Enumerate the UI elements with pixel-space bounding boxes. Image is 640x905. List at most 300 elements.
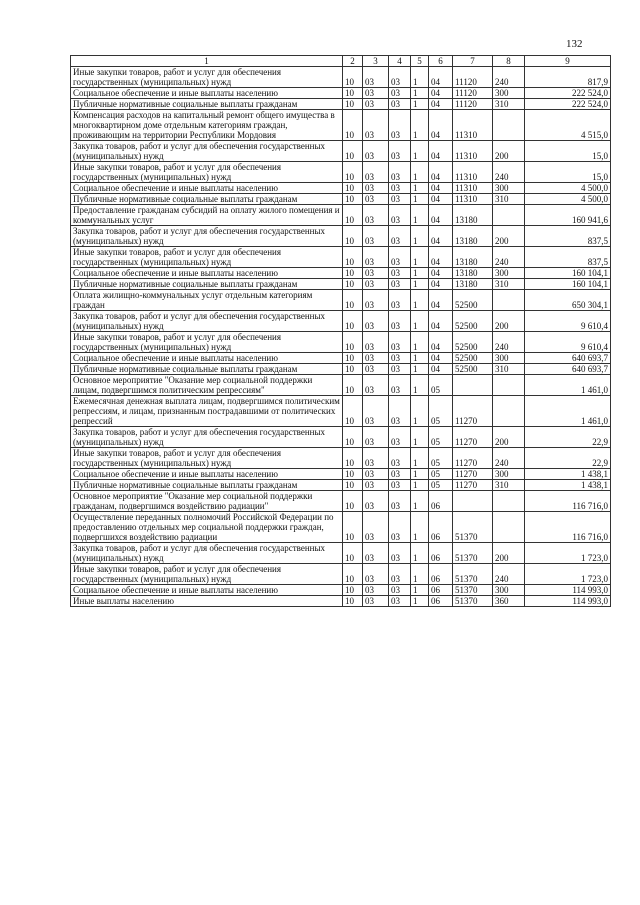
code-cell-c7: 13180: [453, 205, 493, 226]
table-row: [71, 469, 611, 480]
code-cell-c8: 240: [493, 247, 525, 268]
code-cell-c5: 1: [411, 585, 429, 596]
row-name-cell: Социальное обеспечение и иные выплаты населению: [71, 88, 343, 99]
code-cell-c8: 300: [493, 183, 525, 194]
code-cell-c2: 10: [343, 396, 363, 427]
code-cell-c7: 52500: [453, 364, 493, 375]
code-cell-c8: 240: [493, 162, 525, 183]
amount-cell: 9 610,4: [525, 311, 611, 332]
code-cell-c4: 03: [389, 375, 411, 396]
code-cell-c7: 11310: [453, 162, 493, 183]
code-cell-c4: 03: [389, 205, 411, 226]
code-cell-c6: 04: [429, 110, 453, 141]
row-name-cell: Социальное обеспечение и иные выплаты населению: [71, 183, 343, 194]
code-cell-c8: 200: [493, 427, 525, 448]
code-cell-c4: 03: [389, 99, 411, 110]
row-name-cell: Публичные нормативные социальные выплаты гражданам: [71, 364, 343, 375]
amount-cell: 640 693,7: [525, 364, 611, 375]
code-cell-c4: 03: [389, 311, 411, 332]
code-cell-c5: 1: [411, 512, 429, 543]
code-cell-c4: 03: [389, 268, 411, 279]
amount-cell: 160 941,6: [525, 205, 611, 226]
code-cell-c2: 10: [343, 469, 363, 480]
code-cell-c7: 51370: [453, 564, 493, 585]
table-row: [71, 396, 611, 427]
code-cell-c7: [453, 491, 493, 512]
amount-cell: 1 461,0: [525, 375, 611, 396]
table-row: [71, 279, 611, 290]
code-cell-c3: 03: [363, 205, 389, 226]
code-cell-c8: 240: [493, 564, 525, 585]
amount-cell: 222 524,0: [525, 88, 611, 99]
code-cell-c6: 06: [429, 491, 453, 512]
code-cell-c7: 11120: [453, 88, 493, 99]
table-row: [71, 564, 611, 585]
code-cell-c7: 52500: [453, 332, 493, 353]
row-name-cell: Иные выплаты населению: [71, 596, 343, 607]
header-cell: 7: [453, 56, 493, 67]
amount-cell: 1 461,0: [525, 396, 611, 427]
code-cell-c6: 04: [429, 268, 453, 279]
code-cell-c3: 03: [363, 596, 389, 607]
code-cell-c8: 300: [493, 469, 525, 480]
row-name-cell: Закупка товаров, работ и услуг для обеспечения государственных (муниципальных) нужд: [71, 311, 343, 332]
code-cell-c4: 03: [389, 512, 411, 543]
code-cell-c5: 1: [411, 247, 429, 268]
code-cell-c4: 03: [389, 141, 411, 162]
code-cell-c6: 05: [429, 396, 453, 427]
row-name-cell: Публичные нормативные социальные выплаты гражданам: [71, 480, 343, 491]
code-cell-c3: 03: [363, 332, 389, 353]
code-cell-c2: 10: [343, 247, 363, 268]
budget-table: [70, 55, 611, 607]
amount-cell: 116 716,0: [525, 512, 611, 543]
code-cell-c3: 03: [363, 194, 389, 205]
amount-cell: 837,5: [525, 226, 611, 247]
code-cell-c3: 03: [363, 268, 389, 279]
code-cell-c6: 06: [429, 543, 453, 564]
code-cell-c4: 03: [389, 427, 411, 448]
code-cell-c5: 1: [411, 268, 429, 279]
code-cell-c3: 03: [363, 364, 389, 375]
code-cell-c4: 03: [389, 596, 411, 607]
amount-cell: 4 515,0: [525, 110, 611, 141]
code-cell-c3: 03: [363, 226, 389, 247]
code-cell-c5: 1: [411, 564, 429, 585]
code-cell-c4: 03: [389, 247, 411, 268]
code-cell-c5: 1: [411, 88, 429, 99]
code-cell-c6: 05: [429, 375, 453, 396]
code-cell-c6: 04: [429, 353, 453, 364]
code-cell-c3: 03: [363, 375, 389, 396]
code-cell-c5: 1: [411, 353, 429, 364]
code-cell-c4: 03: [389, 226, 411, 247]
code-cell-c3: 03: [363, 491, 389, 512]
code-cell-c4: 03: [389, 585, 411, 596]
code-cell-c2: 10: [343, 162, 363, 183]
code-cell-c3: 03: [363, 290, 389, 311]
code-cell-c5: 1: [411, 110, 429, 141]
row-name-cell: Закупка товаров, работ и услуг для обеспечения государственных (муниципальных) нужд: [71, 141, 343, 162]
table-row: [71, 353, 611, 364]
row-name-cell: Иные закупки товаров, работ и услуг для обеспечения государственных (муниципальных) нужд: [71, 332, 343, 353]
code-cell-c5: 1: [411, 279, 429, 290]
code-cell-c7: 51370: [453, 543, 493, 564]
amount-cell: 4 500,0: [525, 194, 611, 205]
code-cell-c2: 10: [343, 512, 363, 543]
code-cell-c2: 10: [343, 205, 363, 226]
page-number: 132: [566, 38, 583, 50]
table-row: [71, 226, 611, 247]
table-row: [71, 543, 611, 564]
code-cell-c3: 03: [363, 247, 389, 268]
code-cell-c2: 10: [343, 375, 363, 396]
row-name-cell: Иные закупки товаров, работ и услуг для обеспечения государственных (муниципальных) нужд: [71, 67, 343, 88]
code-cell-c3: 03: [363, 396, 389, 427]
amount-cell: 837,5: [525, 247, 611, 268]
code-cell-c8: [493, 375, 525, 396]
amount-cell: 1 723,0: [525, 564, 611, 585]
code-cell-c4: 03: [389, 67, 411, 88]
row-name-cell: Осуществление переданных полномочий Российской Федерации по предоставлению отдельных мер социальной поддержки граждан, подвергшихся воздействию радиации: [71, 512, 343, 543]
code-cell-c2: 10: [343, 311, 363, 332]
code-cell-c8: 300: [493, 585, 525, 596]
code-cell-c4: 03: [389, 491, 411, 512]
table-row: [71, 194, 611, 205]
code-cell-c2: 10: [343, 290, 363, 311]
amount-cell: 640 693,7: [525, 353, 611, 364]
code-cell-c3: 03: [363, 480, 389, 491]
table-row: [71, 99, 611, 110]
table-row: [71, 427, 611, 448]
table-row: [71, 162, 611, 183]
code-cell-c3: 03: [363, 279, 389, 290]
amount-cell: 1 438,1: [525, 469, 611, 480]
code-cell-c2: 10: [343, 596, 363, 607]
amount-cell: 817,9: [525, 67, 611, 88]
code-cell-c3: 03: [363, 110, 389, 141]
code-cell-c8: 360: [493, 596, 525, 607]
code-cell-c5: 1: [411, 226, 429, 247]
code-cell-c6: 05: [429, 448, 453, 469]
code-cell-c3: 03: [363, 427, 389, 448]
row-name-cell: Закупка товаров, работ и услуг для обеспечения государственных (муниципальных) нужд: [71, 543, 343, 564]
code-cell-c6: 04: [429, 247, 453, 268]
code-cell-c6: 04: [429, 226, 453, 247]
code-cell-c2: 10: [343, 194, 363, 205]
code-cell-c8: [493, 491, 525, 512]
amount-cell: 116 716,0: [525, 491, 611, 512]
code-cell-c6: 04: [429, 67, 453, 88]
code-cell-c8: [493, 396, 525, 427]
header-cell: 8: [493, 56, 525, 67]
code-cell-c5: 1: [411, 543, 429, 564]
code-cell-c6: 04: [429, 311, 453, 332]
code-cell-c8: [493, 110, 525, 141]
code-cell-c7: 52500: [453, 290, 493, 311]
code-cell-c4: 03: [389, 162, 411, 183]
code-cell-c3: 03: [363, 448, 389, 469]
table-row: [71, 332, 611, 353]
code-cell-c8: 200: [493, 141, 525, 162]
code-cell-c6: 04: [429, 290, 453, 311]
row-name-cell: Закупка товаров, работ и услуг для обеспечения государственных (муниципальных) нужд: [71, 226, 343, 247]
row-name-cell: Социальное обеспечение и иные выплаты населению: [71, 268, 343, 279]
amount-cell: 4 500,0: [525, 183, 611, 194]
row-name-cell: Социальное обеспечение и иные выплаты населению: [71, 353, 343, 364]
code-cell-c4: 03: [389, 469, 411, 480]
code-cell-c5: 1: [411, 427, 429, 448]
code-cell-c7: 11310: [453, 194, 493, 205]
code-cell-c3: 03: [363, 543, 389, 564]
code-cell-c3: 03: [363, 141, 389, 162]
code-cell-c5: 1: [411, 596, 429, 607]
table-row: [71, 110, 611, 141]
code-cell-c5: 1: [411, 183, 429, 194]
code-cell-c7: 51370: [453, 585, 493, 596]
code-cell-c2: 10: [343, 585, 363, 596]
code-cell-c6: 04: [429, 141, 453, 162]
code-cell-c4: 03: [389, 480, 411, 491]
row-name-cell: Основное мероприятие "Оказание мер социальной поддержки гражданам, подвергшимся воздействию радиации": [71, 491, 343, 512]
code-cell-c4: 03: [389, 290, 411, 311]
code-cell-c8: 310: [493, 279, 525, 290]
amount-cell: 1 723,0: [525, 543, 611, 564]
header-row: [71, 56, 611, 67]
table-row: [71, 183, 611, 194]
code-cell-c8: 240: [493, 448, 525, 469]
code-cell-c2: 10: [343, 364, 363, 375]
table-row: [71, 247, 611, 268]
table-row: [71, 290, 611, 311]
code-cell-c8: [493, 512, 525, 543]
code-cell-c2: 10: [343, 332, 363, 353]
code-cell-c7: 52500: [453, 353, 493, 364]
code-cell-c7: 11270: [453, 469, 493, 480]
code-cell-c2: 10: [343, 268, 363, 279]
code-cell-c5: 1: [411, 205, 429, 226]
code-cell-c2: 10: [343, 67, 363, 88]
code-cell-c8: 300: [493, 268, 525, 279]
code-cell-c5: 1: [411, 480, 429, 491]
code-cell-c4: 03: [389, 396, 411, 427]
code-cell-c2: 10: [343, 543, 363, 564]
row-name-cell: Оплата жилищно-коммунальных услуг отдельным категориям граждан: [71, 290, 343, 311]
code-cell-c7: 11270: [453, 427, 493, 448]
row-name-cell: Публичные нормативные социальные выплаты гражданам: [71, 279, 343, 290]
code-cell-c8: 200: [493, 226, 525, 247]
code-cell-c2: 10: [343, 564, 363, 585]
row-name-cell: Публичные нормативные социальные выплаты гражданам: [71, 194, 343, 205]
code-cell-c3: 03: [363, 88, 389, 99]
code-cell-c7: 52500: [453, 311, 493, 332]
code-cell-c2: 10: [343, 353, 363, 364]
code-cell-c2: 10: [343, 141, 363, 162]
code-cell-c3: 03: [363, 67, 389, 88]
row-name-cell: Предоставление гражданам субсидий на оплату жилого помещения и коммунальных услуг: [71, 205, 343, 226]
code-cell-c2: 10: [343, 88, 363, 99]
code-cell-c3: 03: [363, 353, 389, 364]
code-cell-c5: 1: [411, 162, 429, 183]
code-cell-c8: 310: [493, 364, 525, 375]
code-cell-c6: 04: [429, 88, 453, 99]
code-cell-c3: 03: [363, 564, 389, 585]
code-cell-c2: 10: [343, 183, 363, 194]
code-cell-c5: 1: [411, 491, 429, 512]
code-cell-c7: [453, 375, 493, 396]
header-cell: 3: [363, 56, 389, 67]
code-cell-c4: 03: [389, 279, 411, 290]
header-cell: 1: [71, 56, 343, 67]
row-name-cell: Основное мероприятие "Оказание мер социальной поддержки лицам, подвергшимся политическим репрессиям": [71, 375, 343, 396]
code-cell-c6: 05: [429, 469, 453, 480]
code-cell-c4: 03: [389, 194, 411, 205]
amount-cell: 15,0: [525, 162, 611, 183]
table-row: [71, 88, 611, 99]
code-cell-c6: 06: [429, 585, 453, 596]
code-cell-c8: 200: [493, 543, 525, 564]
header-cell: 9: [525, 56, 611, 67]
code-cell-c2: 10: [343, 480, 363, 491]
code-cell-c3: 03: [363, 311, 389, 332]
code-cell-c7: 13180: [453, 247, 493, 268]
code-cell-c7: 11310: [453, 141, 493, 162]
row-name-cell: Ежемесячная денежная выплата лицам, подвергшимся политическим репрессиям, и лицам, признанным пострадавшими от политических репрессий: [71, 396, 343, 427]
code-cell-c7: 13180: [453, 268, 493, 279]
code-cell-c6: 04: [429, 183, 453, 194]
code-cell-c6: 04: [429, 99, 453, 110]
header-cell: 2: [343, 56, 363, 67]
table-row: [71, 480, 611, 491]
code-cell-c6: 04: [429, 205, 453, 226]
code-cell-c7: 11310: [453, 183, 493, 194]
table-row: [71, 268, 611, 279]
code-cell-c7: 51370: [453, 512, 493, 543]
code-cell-c4: 03: [389, 543, 411, 564]
code-cell-c8: 300: [493, 353, 525, 364]
code-cell-c3: 03: [363, 585, 389, 596]
amount-cell: 222 524,0: [525, 99, 611, 110]
code-cell-c5: 1: [411, 311, 429, 332]
code-cell-c2: 10: [343, 448, 363, 469]
header-cell: 5: [411, 56, 429, 67]
amount-cell: 114 993,0: [525, 585, 611, 596]
table-row: [71, 448, 611, 469]
code-cell-c3: 03: [363, 512, 389, 543]
code-cell-c7: 11120: [453, 67, 493, 88]
code-cell-c3: 03: [363, 469, 389, 480]
code-cell-c8: 310: [493, 194, 525, 205]
code-cell-c5: 1: [411, 67, 429, 88]
code-cell-c4: 03: [389, 110, 411, 141]
code-cell-c3: 03: [363, 99, 389, 110]
code-cell-c2: 10: [343, 279, 363, 290]
code-cell-c5: 1: [411, 332, 429, 353]
code-cell-c6: 04: [429, 364, 453, 375]
code-cell-c7: 13180: [453, 279, 493, 290]
row-name-cell: Иные закупки товаров, работ и услуг для обеспечения государственных (муниципальных) нужд: [71, 162, 343, 183]
code-cell-c3: 03: [363, 183, 389, 194]
table-row: [71, 205, 611, 226]
table-row: [71, 491, 611, 512]
code-cell-c7: 11120: [453, 99, 493, 110]
table-row: [71, 67, 611, 88]
amount-cell: 15,0: [525, 141, 611, 162]
code-cell-c6: 06: [429, 564, 453, 585]
code-cell-c5: 1: [411, 364, 429, 375]
code-cell-c5: 1: [411, 290, 429, 311]
code-cell-c4: 03: [389, 332, 411, 353]
table-row: [71, 585, 611, 596]
table-row: [71, 311, 611, 332]
header-cell: 6: [429, 56, 453, 67]
code-cell-c8: [493, 205, 525, 226]
code-cell-c4: 03: [389, 448, 411, 469]
table-row: [71, 512, 611, 543]
code-cell-c5: 1: [411, 448, 429, 469]
amount-cell: 22,9: [525, 427, 611, 448]
row-name-cell: Иные закупки товаров, работ и услуг для обеспечения государственных (муниципальных) нужд: [71, 564, 343, 585]
code-cell-c8: 310: [493, 99, 525, 110]
code-cell-c6: 05: [429, 427, 453, 448]
code-cell-c5: 1: [411, 99, 429, 110]
table-row: [71, 375, 611, 396]
code-cell-c5: 1: [411, 396, 429, 427]
code-cell-c2: 10: [343, 110, 363, 141]
row-name-cell: Закупка товаров, работ и услуг для обеспечения государственных (муниципальных) нужд: [71, 427, 343, 448]
table-row: [71, 596, 611, 607]
code-cell-c5: 1: [411, 141, 429, 162]
amount-cell: 9 610,4: [525, 332, 611, 353]
code-cell-c2: 10: [343, 99, 363, 110]
code-cell-c4: 03: [389, 88, 411, 99]
code-cell-c6: 04: [429, 162, 453, 183]
code-cell-c2: 10: [343, 491, 363, 512]
code-cell-c4: 03: [389, 353, 411, 364]
code-cell-c5: 1: [411, 194, 429, 205]
code-cell-c7: 11310: [453, 110, 493, 141]
code-cell-c7: 11270: [453, 396, 493, 427]
code-cell-c6: 05: [429, 480, 453, 491]
code-cell-c5: 1: [411, 469, 429, 480]
amount-cell: 160 104,1: [525, 279, 611, 290]
row-name-cell: Компенсация расходов на капитальный ремонт общего имущества в многоквартирном доме отдельным категориям граждан, проживающим на территории Республики Мордовия: [71, 110, 343, 141]
code-cell-c8: 300: [493, 88, 525, 99]
code-cell-c7: 13180: [453, 226, 493, 247]
code-cell-c8: 240: [493, 67, 525, 88]
code-cell-c6: 06: [429, 596, 453, 607]
code-cell-c8: 200: [493, 311, 525, 332]
table-row: [71, 141, 611, 162]
amount-cell: 114 993,0: [525, 596, 611, 607]
code-cell-c3: 03: [363, 162, 389, 183]
code-cell-c6: 06: [429, 512, 453, 543]
code-cell-c5: 1: [411, 375, 429, 396]
header-cell: 4: [389, 56, 411, 67]
row-name-cell: Публичные нормативные социальные выплаты гражданам: [71, 99, 343, 110]
amount-cell: 160 104,1: [525, 268, 611, 279]
amount-cell: 650 304,1: [525, 290, 611, 311]
code-cell-c7: 11270: [453, 480, 493, 491]
code-cell-c4: 03: [389, 183, 411, 194]
code-cell-c7: 11270: [453, 448, 493, 469]
amount-cell: 22,9: [525, 448, 611, 469]
code-cell-c7: 51370: [453, 596, 493, 607]
code-cell-c2: 10: [343, 427, 363, 448]
code-cell-c8: [493, 290, 525, 311]
code-cell-c8: 310: [493, 480, 525, 491]
amount-cell: 1 438,1: [525, 480, 611, 491]
